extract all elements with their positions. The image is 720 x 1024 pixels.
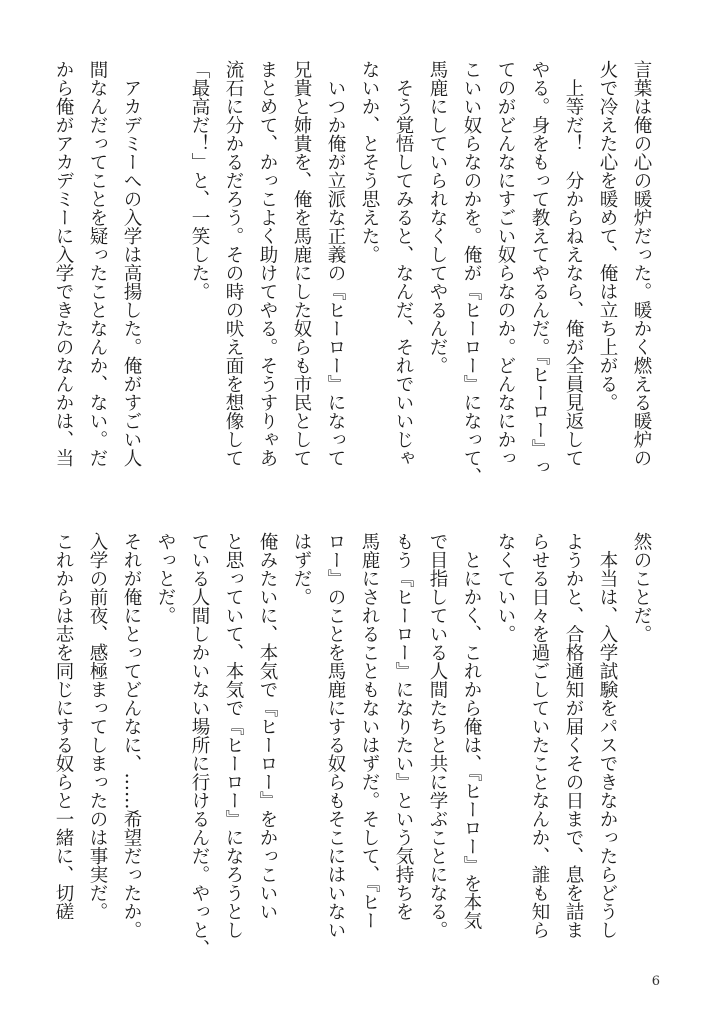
text-column: 間なんだってことを疑ったことなんか、ない。だ	[87, 60, 108, 467]
text-column: これからは志を同じにする奴らと一緒に、切磋	[53, 532, 74, 921]
text-column: まとめて、かっこよく助けてやる。そうすりゃあ	[257, 60, 278, 467]
text-column: 上等だ！ 分からねえなら、俺が全員見返して	[563, 60, 584, 467]
text-column: なくていい。	[495, 532, 516, 643]
text-block-bottom	[53, 532, 658, 972]
blank-column	[148, 60, 182, 500]
text-column: もう『ヒーロー』になりたい』という気持ちを	[393, 532, 414, 921]
text-column: それが俺にとってどんなに、……希望だったか。	[121, 532, 142, 939]
text-column: ようかと、合格通知が届くその日まで、息を詰ま	[563, 532, 584, 939]
text-column: 入学の前夜、感極まってしまったのは事実だ。	[87, 532, 108, 921]
text-column: てのがどんなにすごい奴らなのか。どんなにかっ	[495, 60, 516, 467]
text-column: ないか、とそう思えた。	[359, 60, 380, 264]
text-block-top	[53, 60, 658, 500]
text-column: アカデミーへの入学は高揚した。俺がすごい人	[121, 60, 142, 467]
text-column: やる。身をもって教えてやるんだ。『ヒーロー』っ	[529, 60, 550, 477]
text-column: ロー』のことを馬鹿にする奴らもそこにはいない	[325, 532, 346, 939]
text-column: 「最高だ！」と、一笑した。	[189, 60, 210, 301]
text-column: こいい奴らなのかを。俺が『ヒーロー』になって、	[461, 60, 482, 486]
text-column: いつか俺が立派な正義の『ヒーロー』になって	[325, 60, 346, 467]
text-column: 馬鹿にしていられなくしてやるんだ。	[427, 60, 448, 375]
text-column: 言葉は俺の心の暖炉だった。暖かく燃える暖炉の	[631, 60, 652, 467]
text-column: 本当は、入学試験をパスできなかったらどうし	[597, 532, 618, 939]
text-column: から俺がアカデミーに入学できたのなんかは、当	[53, 60, 74, 467]
text-column: 俺みたいに、本気で『ヒーロー』をかっこいい	[257, 532, 278, 921]
text-column: 流石に分かるだろう。その時の吠え面を想像して	[223, 60, 244, 467]
text-column: 火で冷えた心を暖めて、俺は立ち上がる。	[597, 60, 618, 412]
text-column: 兄貴と姉貴を、俺を馬鹿にした奴らも市民として	[291, 60, 312, 467]
page-number: 6	[651, 974, 660, 989]
text-column: はずだ。	[291, 532, 312, 606]
text-column: とにかく、これから俺は、『ヒーロー』を本気	[461, 532, 482, 930]
text-column: ている人間しかいない場所に行けるんだ。やっと、	[189, 532, 210, 958]
text-column: で目指している人間たちと共に学ぶことになる。	[427, 532, 448, 939]
text-column: 然のことだ。	[631, 532, 652, 643]
text-column: そう覚悟してみると、なんだ、それでいいじゃ	[393, 60, 414, 467]
text-column: 馬鹿にされることもないはずだ。そして、『ヒー	[359, 532, 380, 930]
text-column: やっとだ。	[155, 532, 176, 625]
text-column: らせる日々を過ごしていたことなんか、誰も知ら	[529, 532, 550, 939]
text-column: と思っていて、本気で『ヒーロー』になろうとし	[223, 532, 244, 939]
